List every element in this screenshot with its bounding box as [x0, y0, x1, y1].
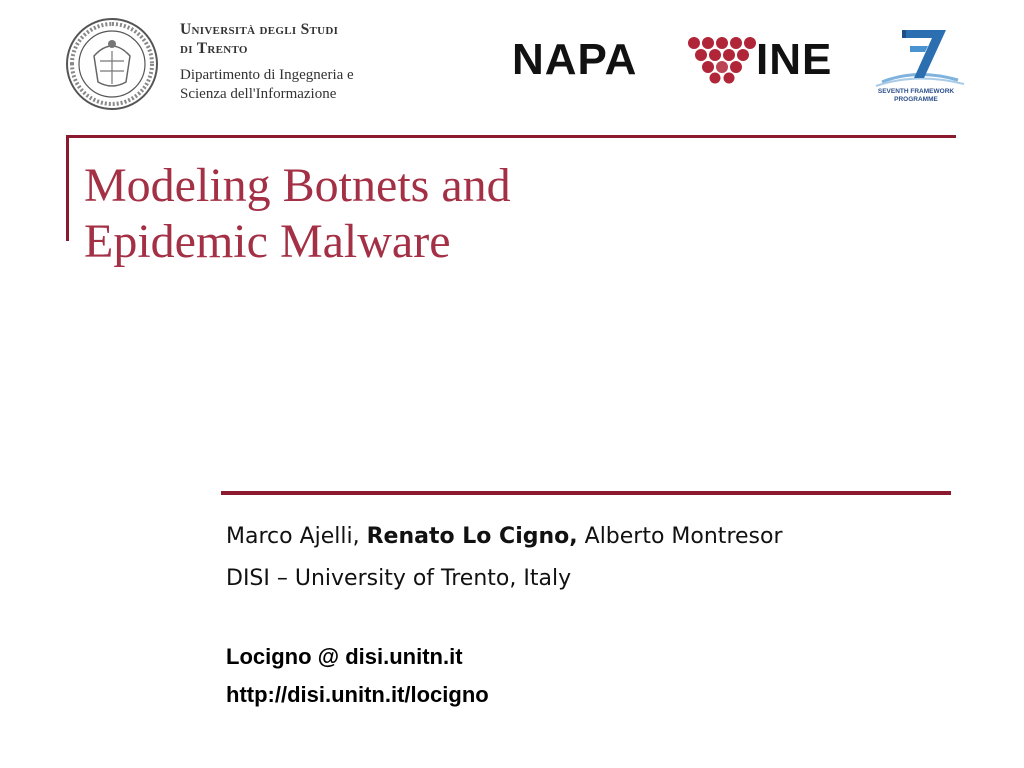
napa-logo-left-word: NAPA — [512, 35, 638, 84]
university-seal-logo — [64, 16, 164, 112]
affiliation: DISI – University of Trento, Italy — [226, 566, 572, 591]
author-lo-cigno: Renato Lo Cigno, — [366, 524, 578, 549]
title-line2: Epidemic Malware — [84, 215, 451, 268]
fp7-seven-icon — [862, 24, 970, 88]
title-left-rule — [66, 135, 69, 241]
contact-url-link[interactable]: http://disi.unitn.it/locigno — [226, 682, 489, 707]
contact-email: Locigno @ disi.unitn.it — [226, 644, 463, 669]
title-line1: Modeling Botnets and — [84, 159, 511, 212]
department-line2: Scienza dell'Informazione — [180, 86, 337, 102]
authors-line — [226, 516, 783, 558]
title-top-rule — [66, 135, 956, 138]
author-ajelli: Marco Ajelli, — [226, 524, 360, 549]
slide-title — [84, 158, 904, 270]
fp7-caption — [862, 88, 970, 104]
fp7-caption-line1: SEVENTH FRAMEWORK — [877, 88, 955, 95]
department-line1: Dipartimento di Ingegneria e — [180, 67, 354, 83]
author-montresor: Alberto Montresor — [584, 524, 783, 549]
grape-cluster-icon — [680, 36, 762, 84]
university-name — [180, 20, 354, 104]
fp7-logo — [862, 24, 970, 112]
fp7-caption-line2: PROGRAMME — [894, 96, 938, 103]
authors-block — [226, 516, 783, 600]
university-line2: di Trento — [180, 40, 248, 57]
napa-wine-logo — [512, 34, 854, 86]
university-line1: Università degli Studi — [180, 21, 339, 38]
napa-logo-right-word: INE — [756, 35, 833, 84]
contact-block — [226, 638, 489, 714]
authors-rule — [221, 491, 951, 495]
